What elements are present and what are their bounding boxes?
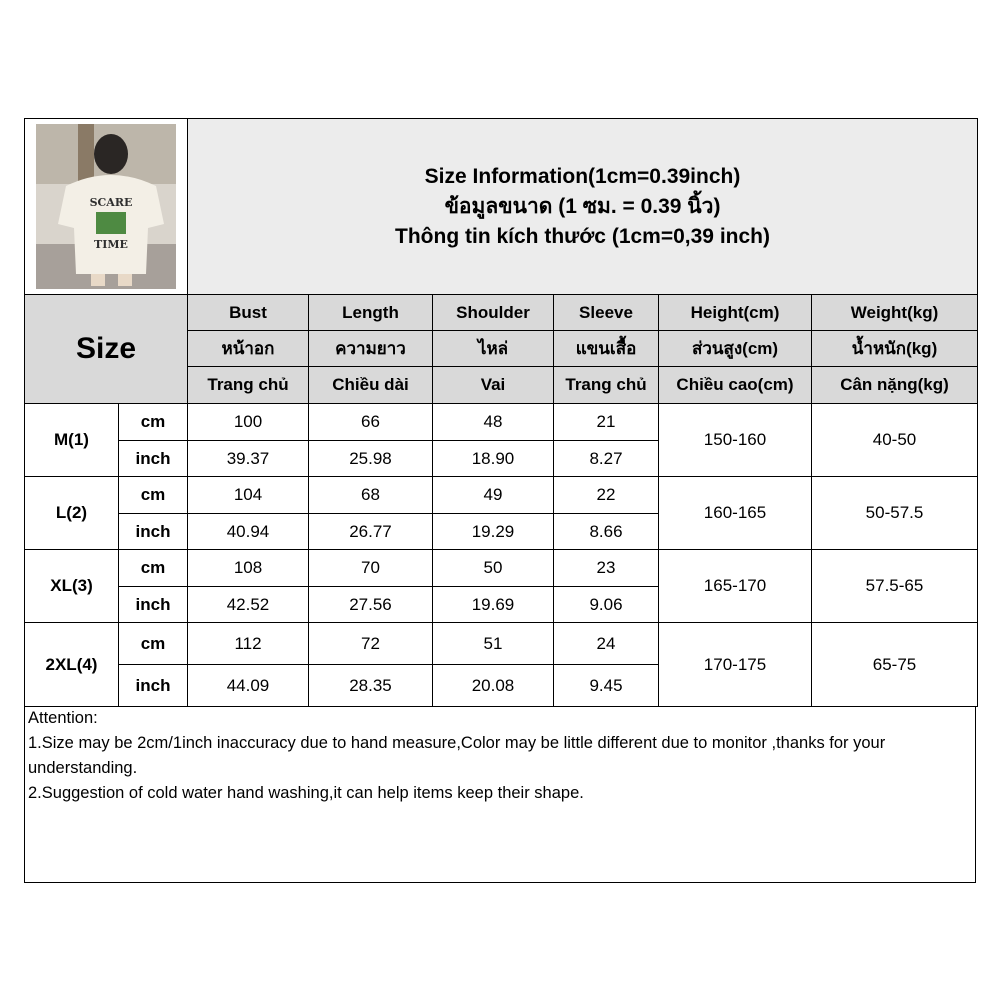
title-english: Size Information(1cm=0.39inch) bbox=[424, 164, 741, 188]
size-label-m: M(1) bbox=[25, 404, 119, 477]
table-cell: 24 bbox=[554, 623, 659, 665]
unit-inch: inch bbox=[119, 441, 188, 477]
unit-inch: inch bbox=[119, 514, 188, 550]
size-label-xl: XL(3) bbox=[25, 550, 119, 623]
col-bust-vi: Trang chủ bbox=[188, 367, 309, 404]
col-sleeve-en: Sleeve bbox=[554, 295, 659, 331]
weight-range: 50-57.5 bbox=[812, 477, 978, 550]
note-line-1: 1.Size may be 2cm/1inch inaccuracy due to hand measure,Color may be little different due to monitor ,thanks for your understanding. bbox=[28, 734, 886, 777]
size-chart-table bbox=[24, 118, 978, 707]
shirt-print-top: SCARE bbox=[89, 196, 133, 209]
attention-notes bbox=[28, 706, 963, 806]
weight-range: 57.5-65 bbox=[812, 550, 978, 623]
table-cell: 100 bbox=[188, 404, 309, 441]
table-cell: 25.98 bbox=[309, 441, 433, 477]
table-cell: 40.94 bbox=[188, 514, 309, 550]
table-cell: 8.27 bbox=[554, 441, 659, 477]
col-sleeve-th: แขนเสื้อ bbox=[554, 331, 659, 367]
col-bust-th: หน้าอก bbox=[188, 331, 309, 367]
table-cell: 19.29 bbox=[433, 514, 554, 550]
weight-range: 65-75 bbox=[812, 623, 978, 707]
table-cell: 70 bbox=[309, 550, 433, 587]
product-photo-cell bbox=[25, 119, 188, 295]
shirt-print-bottom: TIME bbox=[94, 238, 128, 251]
title-thai: ข้อมูลขนาด (1 ซม. = 0.39 นิ้ว) bbox=[444, 194, 721, 218]
table-cell: 21 bbox=[554, 404, 659, 441]
title-vietnamese: Thông tin kích thước (1cm=0,39 inch) bbox=[395, 224, 770, 248]
size-header: Size bbox=[25, 295, 188, 404]
unit-inch: inch bbox=[119, 665, 188, 707]
col-height-th: ส่วนสูง(cm) bbox=[659, 331, 812, 367]
table-cell: 9.45 bbox=[554, 665, 659, 707]
table-cell: 22 bbox=[554, 477, 659, 514]
table-cell: 68 bbox=[309, 477, 433, 514]
col-height-vi: Chiều cao(cm) bbox=[659, 367, 812, 404]
notes-heading: Attention: bbox=[28, 709, 98, 727]
note-line-2: 2.Suggestion of cold water hand washing,it can help items keep their shape. bbox=[28, 784, 584, 802]
col-weight-th: น้ำหนัก(kg) bbox=[812, 331, 978, 367]
table-cell: 108 bbox=[188, 550, 309, 587]
col-weight-en: Weight(kg) bbox=[812, 295, 978, 331]
table-cell: 42.52 bbox=[188, 587, 309, 623]
col-weight-vi: Cân nặng(kg) bbox=[812, 367, 978, 404]
table-cell: 19.69 bbox=[433, 587, 554, 623]
col-height-en: Height(cm) bbox=[659, 295, 812, 331]
unit-cm: cm bbox=[119, 477, 188, 514]
height-range: 165-170 bbox=[659, 550, 812, 623]
unit-inch: inch bbox=[119, 587, 188, 623]
product-photo bbox=[36, 124, 176, 289]
height-range: 150-160 bbox=[659, 404, 812, 477]
table-cell: 28.35 bbox=[309, 665, 433, 707]
size-label-l: L(2) bbox=[25, 477, 119, 550]
table-cell: 27.56 bbox=[309, 587, 433, 623]
table-cell: 51 bbox=[433, 623, 554, 665]
table-cell: 72 bbox=[309, 623, 433, 665]
weight-range: 40-50 bbox=[812, 404, 978, 477]
col-shoulder-th: ไหล่ bbox=[433, 331, 554, 367]
size-label-2xl: 2XL(4) bbox=[25, 623, 119, 707]
table-cell: 23 bbox=[554, 550, 659, 587]
table-cell: 112 bbox=[188, 623, 309, 665]
col-bust-en: Bust bbox=[188, 295, 309, 331]
col-shoulder-vi: Vai bbox=[433, 367, 554, 404]
table-cell: 48 bbox=[433, 404, 554, 441]
table-cell: 66 bbox=[309, 404, 433, 441]
table-cell: 39.37 bbox=[188, 441, 309, 477]
unit-cm: cm bbox=[119, 623, 188, 665]
col-length-en: Length bbox=[309, 295, 433, 331]
title-cell bbox=[188, 119, 978, 295]
col-sleeve-vi: Trang chủ bbox=[554, 367, 659, 404]
height-range: 160-165 bbox=[659, 477, 812, 550]
table-cell: 20.08 bbox=[433, 665, 554, 707]
table-cell: 104 bbox=[188, 477, 309, 514]
table-cell: 50 bbox=[433, 550, 554, 587]
table-cell: 49 bbox=[433, 477, 554, 514]
unit-cm: cm bbox=[119, 404, 188, 441]
col-shoulder-en: Shoulder bbox=[433, 295, 554, 331]
table-cell: 44.09 bbox=[188, 665, 309, 707]
col-length-th: ความยาว bbox=[309, 331, 433, 367]
table-cell: 9.06 bbox=[554, 587, 659, 623]
unit-cm: cm bbox=[119, 550, 188, 587]
table-cell: 18.90 bbox=[433, 441, 554, 477]
col-length-vi: Chiều dài bbox=[309, 367, 433, 404]
table-cell: 26.77 bbox=[309, 514, 433, 550]
height-range: 170-175 bbox=[659, 623, 812, 707]
table-cell: 8.66 bbox=[554, 514, 659, 550]
